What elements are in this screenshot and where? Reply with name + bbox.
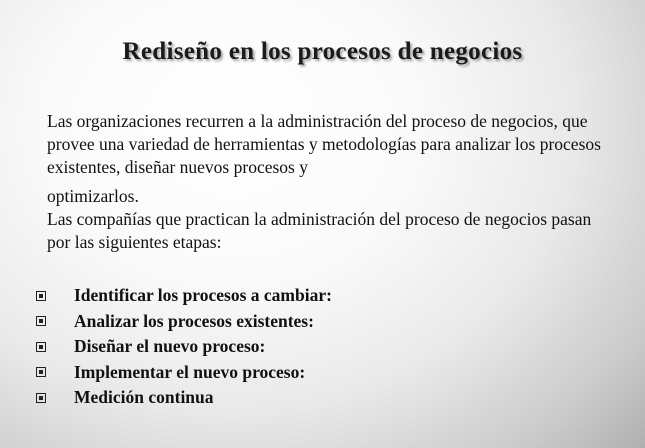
square-bullet-icon [36, 342, 46, 352]
stage-label: Analizar los procesos existentes: [74, 310, 314, 331]
stage-item [36, 334, 332, 360]
stage-item [36, 309, 332, 335]
stage-item [36, 385, 332, 411]
square-bullet-icon [36, 367, 46, 377]
stage-label: Diseñar el nuevo proceso: [74, 336, 266, 357]
stages-intro-paragraph: Las compañías que practican la administración del proceso de negocios pasan por las siguientes etapas: [47, 209, 592, 252]
stages-list [36, 283, 332, 411]
stage-label: Implementar el nuevo proceso: [74, 361, 306, 382]
intro-paragraph [47, 110, 607, 208]
stage-label: Identificar los procesos a cambiar: [74, 285, 332, 306]
square-bullet-icon [36, 393, 46, 403]
intro-paragraph-tail: optimizarlos. [47, 186, 139, 206]
slide-title: Rediseño en los procesos de negocios [122, 38, 523, 65]
stage-item [36, 360, 332, 386]
stage-label: Medición continua [74, 387, 214, 408]
square-bullet-icon [36, 291, 46, 301]
square-bullet-icon [36, 316, 46, 326]
stage-item [36, 283, 332, 309]
intro-paragraph-text: Las organizaciones recurren a la administración del proceso de negocios, que provee una variedad de herramientas y metodologías para analizar los procesos existentes, diseñar nuevos procesos y [47, 111, 601, 177]
